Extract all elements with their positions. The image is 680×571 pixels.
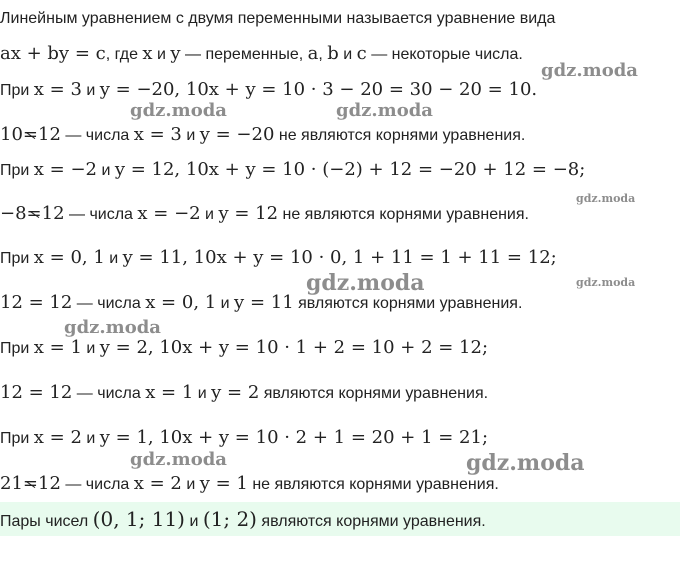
math-calc: y = 11, 10x + y = 10 · 0, 1 + 11 = 1 + 11 = 12;	[122, 247, 557, 268]
definition-line-2	[0, 44, 523, 65]
text-fragment: и	[152, 46, 171, 63]
text-fragment: — переменные,	[180, 46, 308, 63]
not-equal-sign: =	[22, 473, 38, 494]
equation-general: ax + by = c	[0, 43, 106, 64]
check-line-5	[0, 428, 488, 449]
var-b: b	[327, 43, 339, 64]
math-calc: y = 2, 10x + y = 10 · 1 + 2 = 10 + 2 = 12;	[99, 337, 489, 358]
text-fragment: и	[97, 162, 115, 179]
watermark: gdz.moda	[541, 60, 638, 81]
text-fragment: — числа	[72, 385, 146, 402]
text-fragment: являются корнями уравнения.	[259, 385, 489, 402]
math-calc: y = −20, 10x + y = 10 · 3 − 20 = 30 − 20 = 10.	[99, 79, 538, 100]
text-fragment: При	[0, 430, 34, 447]
text-fragment: не являются корнями уравнения.	[278, 206, 529, 223]
math-x: x = 0, 1	[33, 247, 105, 268]
watermark: gdz.moda	[336, 100, 433, 121]
text-fragment: При	[0, 340, 34, 357]
math-right: 12	[38, 473, 61, 494]
math-equality: 12 = 12	[0, 292, 73, 313]
math-y: y = −20	[199, 124, 275, 145]
result-line-5	[0, 474, 499, 495]
text-fragment: и	[181, 476, 200, 493]
watermark: gdz.moda	[64, 317, 161, 338]
text-fragment: и	[81, 82, 100, 99]
text-fragment: — числа	[60, 127, 134, 144]
check-line-4	[0, 338, 488, 359]
math-x: x = 1	[33, 337, 82, 358]
check-line-3	[0, 248, 557, 269]
watermark: gdz.moda	[130, 449, 227, 470]
definition-text: Линейным уравнением с двумя переменными называется уравнение вида	[0, 10, 556, 27]
definition-line-1	[0, 9, 555, 29]
not-equal-sign: =	[22, 124, 38, 145]
answer-line	[0, 509, 486, 532]
text-fragment: не являются корнями уравнения.	[247, 476, 499, 493]
var-c: c	[356, 43, 367, 64]
text-fragment: не являются корнями уравнения.	[274, 127, 526, 144]
math-x: x = 3	[33, 79, 82, 100]
check-line-1	[0, 80, 537, 101]
result-line-3	[0, 293, 522, 314]
math-y: y = 1	[199, 473, 248, 494]
text-fragment: Пары чисел	[0, 513, 93, 530]
watermark: gdz.moda	[130, 100, 227, 121]
result-line-1	[0, 125, 525, 146]
watermark: gdz.moda	[306, 270, 425, 296]
text-fragment: и	[216, 295, 235, 312]
answer-pair-2: (1; 2)	[202, 507, 257, 531]
text-fragment: При	[0, 162, 34, 179]
text-fragment: и	[81, 430, 100, 447]
math-left: 21	[0, 473, 23, 494]
text-fragment: и	[193, 385, 212, 402]
math-x: x = −2	[137, 203, 201, 224]
text-fragment: и	[185, 513, 203, 530]
text-fragment: , где	[105, 46, 143, 63]
math-right: 12	[38, 124, 61, 145]
math-right: 12	[41, 203, 65, 224]
math-x: x = 2	[33, 427, 82, 448]
var-x: x	[142, 43, 153, 64]
math-x: x = 2	[133, 473, 182, 494]
check-line-2	[0, 160, 585, 181]
math-left: −8	[0, 203, 27, 224]
math-calc: y = 12, 10x + y = 10 · (−2) + 12 = −20 + 12 = −8;	[114, 159, 586, 180]
math-calc: y = 1, 10x + y = 10 · 2 + 1 = 20 + 1 = 21;	[99, 427, 489, 448]
answer-box	[0, 502, 680, 536]
text-fragment: и	[81, 340, 100, 357]
result-line-4	[0, 383, 488, 404]
text-fragment: и	[104, 250, 123, 267]
watermark: gdz.moda	[466, 450, 585, 476]
math-y: y = 2	[211, 382, 260, 403]
text-fragment: — числа	[72, 295, 146, 312]
text-fragment: и	[200, 206, 219, 223]
text-fragment: и	[181, 127, 200, 144]
math-x: x = 3	[133, 124, 182, 145]
text-fragment: — числа	[60, 476, 134, 493]
text-fragment: являются корнями уравнения.	[256, 513, 486, 530]
math-x: x = 1	[145, 382, 194, 403]
text-fragment: — числа	[64, 206, 138, 223]
math-x: x = −2	[33, 159, 97, 180]
math-x: x = 0, 1	[145, 292, 217, 313]
math-equality: 12 = 12	[0, 382, 73, 403]
not-equal-sign: =	[26, 203, 42, 224]
text-fragment: ,	[318, 46, 328, 63]
watermark: gdz.moda	[576, 192, 636, 205]
text-fragment: — некоторые числа.	[366, 46, 523, 63]
text-fragment: При	[0, 82, 34, 99]
math-y: y = 11	[234, 292, 294, 313]
var-a: a	[307, 43, 319, 64]
text-fragment: являются корнями уравнения.	[293, 295, 523, 312]
var-y: y	[170, 43, 181, 64]
text-fragment: При	[0, 250, 34, 267]
math-y: y = 12	[218, 203, 279, 224]
watermark: gdz.moda	[576, 276, 636, 289]
result-line-2	[0, 204, 529, 225]
math-left: 10	[0, 124, 23, 145]
answer-pair-1: (0, 1; 11)	[92, 507, 185, 531]
text-fragment: и	[338, 46, 357, 63]
